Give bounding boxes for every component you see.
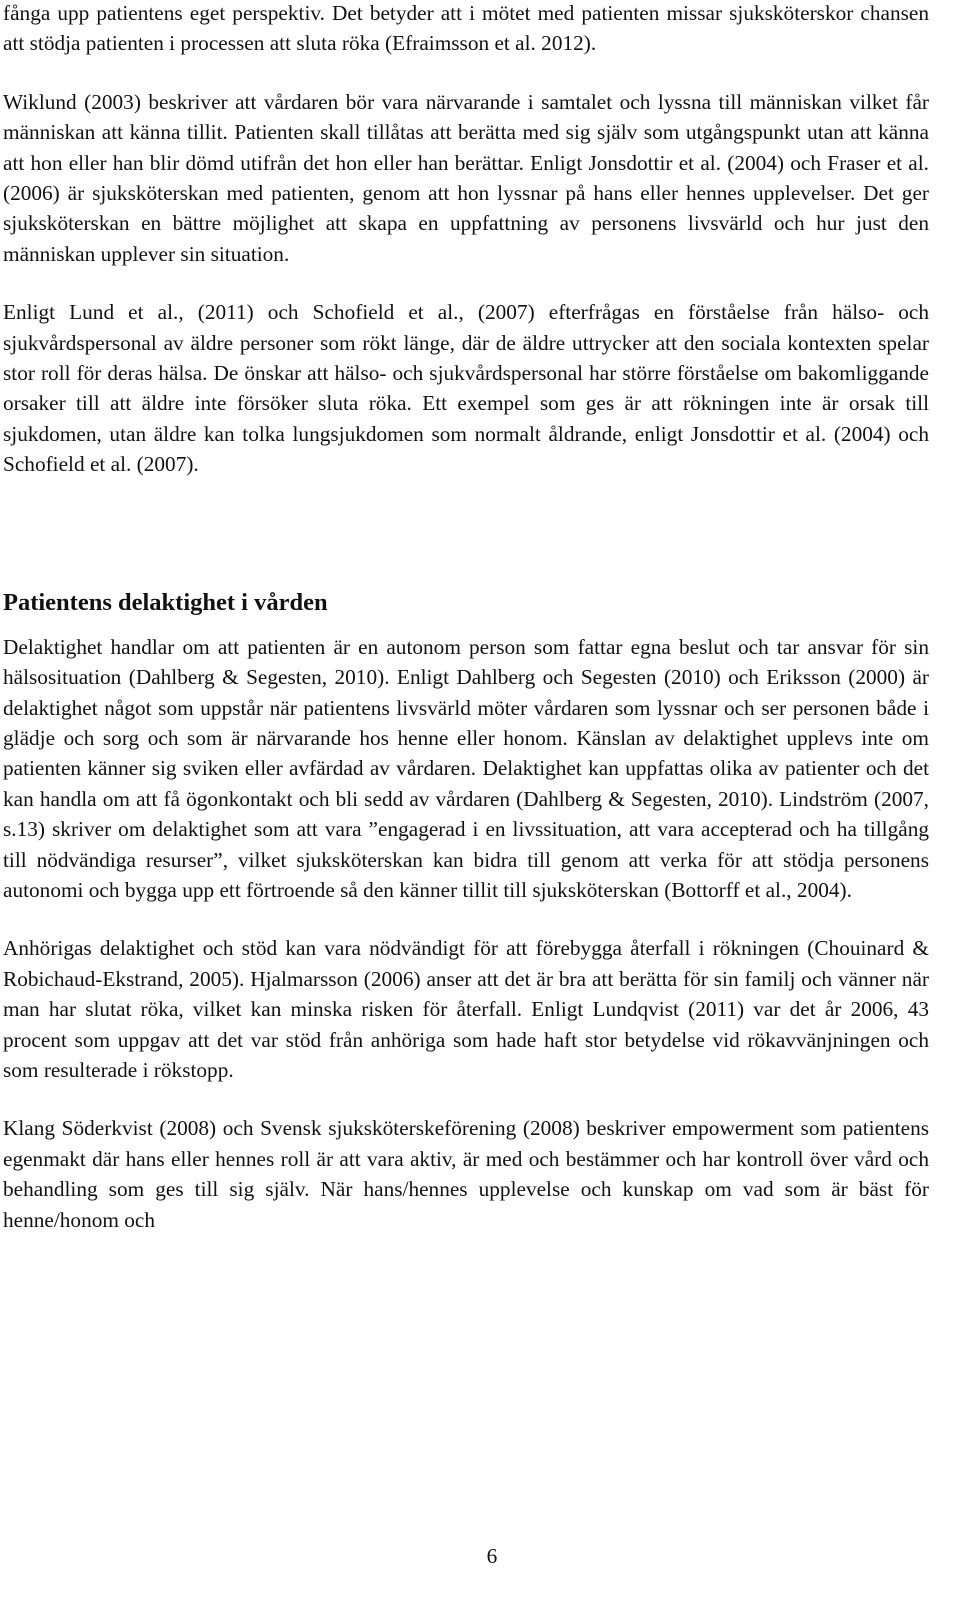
body-paragraph-5: Anhörigas delaktighet och stöd kan vara nödvändigt för att förebygga återfall i rökningen (Chouinard & Robichaud-Ekstrand, 2005). Hjalmarsson (2006) anser att det är bra att berätta för sin familj och vänner när man har slutat röka, vilket kan minska risken för återfall. Enligt Lundqvist (2011) var det år 2006, 43 procent som uppgav att det var stöd från anhöriga som hade haft stor betydelse vid rökavvänjningen och som resulterade i rökstopp. — [3, 936, 929, 1082]
body-paragraph-1: fånga upp patientens eget perspektiv. Det betyder att i mötet med patienten missar sjuksköterskor chansen att stödja patienten i processen att sluta röka (Efraimsson et al. 2012). — [3, 1, 929, 56]
page-number: 6 — [486, 1544, 498, 1568]
body-paragraph-2: Wiklund (2003) beskriver att vårdaren bör vara närvarande i samtalet och lyssna till människan vilket får människan att känna tillit. Patienten skall tillåtas att berätta med sig själv som utgångspunkt utan att känna att hon eller han blir dömd utifrån det hon eller han berättar. Enligt Jonsdottir et al. (2004) och Fraser et al. (2006) är sjuksköterskan med patienten, genom att hon lyssnar på hans eller hennes upplevelser. Det ger sjuksköterskan en bättre möjlighet att skapa en uppfattning av personens livsvärld och hur just den människan upplever sin situation. — [3, 89, 929, 266]
document-page — [3, 0, 929, 1235]
body-paragraph-6: Klang Söderkvist (2008) och Svensk sjuksköterskeförening (2008) beskriver empowerment som patientens egenmakt där hans eller hennes roll är att vara aktiv, är med och bestämmer och har kontroll över vård och behandling som ges till sig själv. När hans/hennes upplevelse och kunskap om vad som är bäst för henne/honom och — [3, 1116, 929, 1232]
section-heading: Patientens delaktighet i vården — [3, 588, 328, 616]
body-paragraph-3: Enligt Lund et al., (2011) och Schofield et al., (2007) efterfrågas en förståelse från hälso- och sjukvårdspersonal av äldre personer som rökt länge, där de äldre uttrycker att den sociala kontexten spelar stor roll för deras hälsa. De önskar att hälso- och sjukvårdspersonal har större förståelse om bakomliggande orsaker till att äldre inte försöker sluta röka. Ett exempel som ges är att rökningen inte är orsak till sjukdomen, utan äldre kan tolka lungsjukdomen som normalt åldrande, enligt Jonsdottir et al. (2004) och Schofield et al. (2007). — [3, 300, 929, 477]
body-paragraph-4: Delaktighet handlar om att patienten är en autonom person som fattar egna beslut och tar ansvar för sin hälsosituation (Dahlberg & Segesten, 2010). Enligt Dahlberg och Segesten (2010) och Eriksson (2000) är delaktighet något som uppstår när patientens livsvärld möter vårdaren som lyssnar och ser personen både i glädje och sorg och som är närvarande hos henne eller honom. Känslan av delaktighet upplevs inte om patienten känner sig sviken eller avfärdad av vårdaren. Delaktighet kan uppfattas olika av patienter och det kan handla om att få ögonkontakt och bli sedd av vårdaren (Dahlberg & Segesten, 2010). Lindström (2007, s.13) skriver om delaktighet som att vara ”engagerad i en livssituation, att vara accepterad och ha tillgång till nödvändiga resurser”, vilket sjuksköterskan kan bidra till genom att verka för att stödja personens autonomi och bygga upp ett förtroende så den känner tillit till sjuksköterskan (Bottorff et al., 2004). — [3, 634, 929, 902]
